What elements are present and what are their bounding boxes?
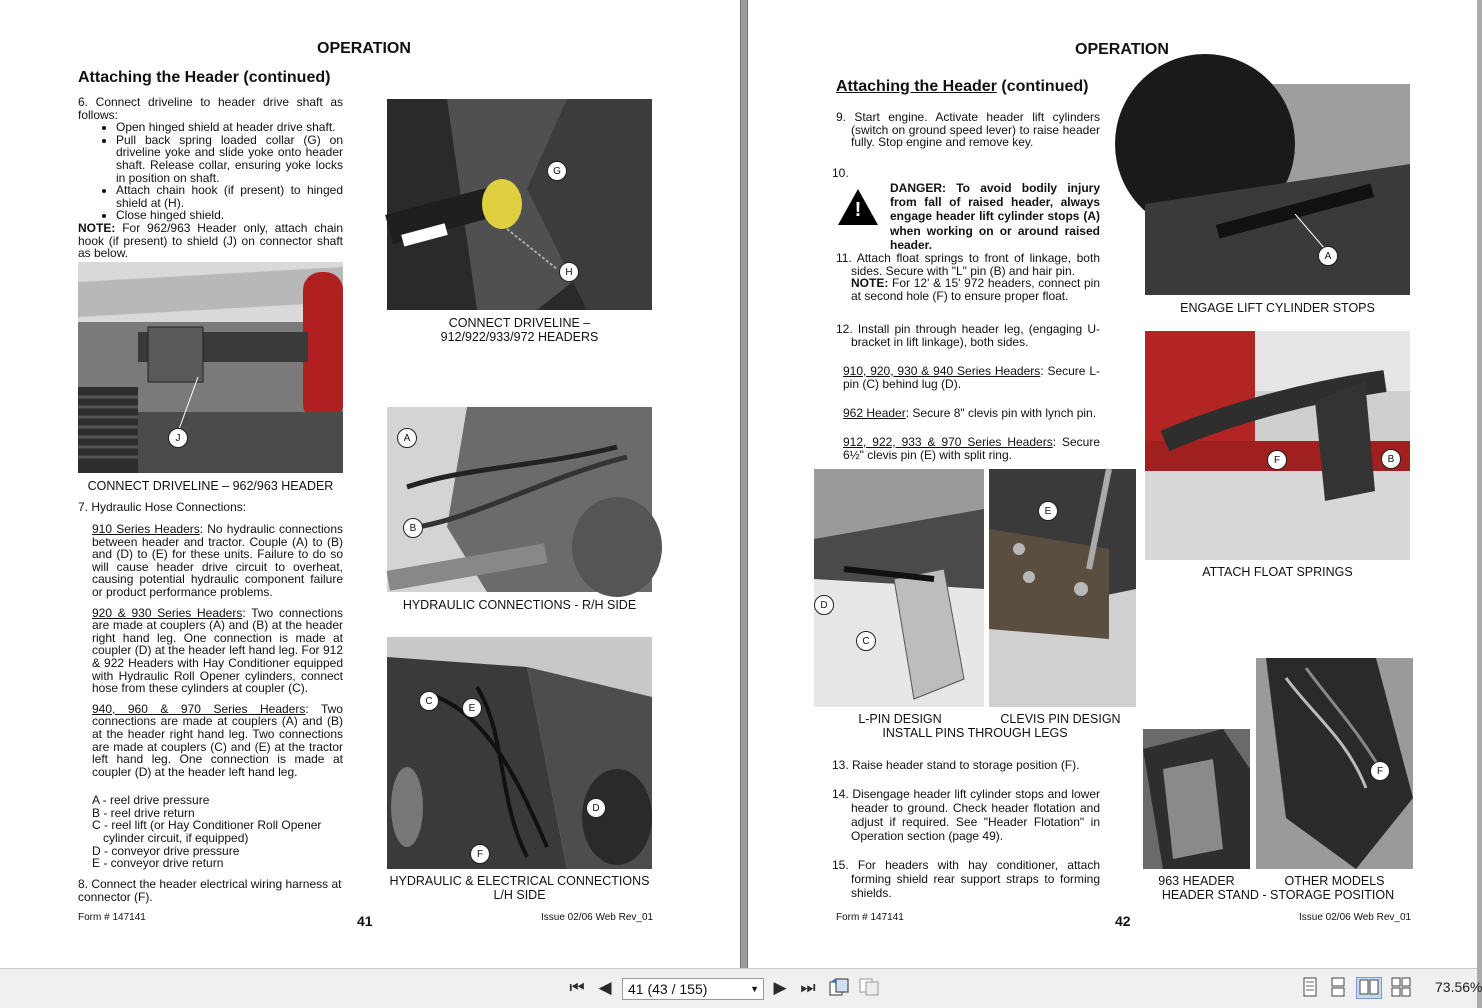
caption-connect-driveline-912: CONNECT DRIVELINE – 912/922/933/972 HEADERS <box>440 316 599 344</box>
page-number-select[interactable]: 41 (43 / 155) ▼ <box>622 978 764 1000</box>
step-6 <box>78 96 343 260</box>
photo-engage-stops <box>1145 84 1410 295</box>
single-page-icon[interactable] <box>1301 977 1319 999</box>
caption-clevis: CLEVIS PIN DESIGN <box>1000 712 1121 726</box>
prev-page-icon[interactable]: ◀ <box>598 978 612 997</box>
facing-icon[interactable] <box>1356 977 1382 999</box>
section-title: Attaching the Header (continued) <box>836 78 1089 95</box>
page-separator <box>740 0 748 968</box>
footer-form: Form # 147141 <box>836 912 904 923</box>
callout-e: E <box>462 698 482 718</box>
warning-icon: ! <box>836 187 880 227</box>
callout-e: E <box>1038 501 1058 521</box>
callout-a: A <box>397 428 417 448</box>
caption-connect-driveline-962: CONNECT DRIVELINE – 962/963 HEADER <box>87 479 334 493</box>
legend-item: C - reel lift (or Hay Conditioner Roll Opener cylinder circuit, if equipped) <box>92 818 322 846</box>
callout-d: D <box>814 595 834 615</box>
caption-963: 963 HEADER <box>1158 874 1235 888</box>
footer-issue: Issue 02/06 Web Rev_01 <box>1299 912 1412 923</box>
step-11: 11. Attach float springs to front of linkage, both sides. Secure with "L" pin (B) and hair pin. NOTE: For 12' & 15' 972 headers, connect pin at second hole (F) to ensure proper float. <box>836 251 1100 303</box>
callout-g: G <box>547 161 567 181</box>
photo-963-header <box>1143 729 1250 869</box>
step-6-bullet: • Open hinged shield at header drive shaft. <box>116 121 343 134</box>
continuous-facing-icon[interactable] <box>1390 977 1412 999</box>
callout-c: C <box>419 691 439 711</box>
callout-c: C <box>856 631 876 651</box>
step-6-bullet: • Close hinged shield. <box>116 209 343 222</box>
step-13: 13. Raise header stand to storage position (F). <box>832 758 1080 772</box>
caption-hydraulic-rh: HYDRAULIC CONNECTIONS - R/H SIDE <box>402 598 637 612</box>
step-6-note: NOTE: For 962/963 Header only, attach chain hook (if present) to shield (J) on connector shaft as below. <box>78 220 343 261</box>
callout-h: H <box>559 262 579 282</box>
callout-f: F <box>1267 450 1287 470</box>
callout-f: F <box>470 844 490 864</box>
photo-other-models <box>1256 658 1413 869</box>
step-12-c: 912, 922, 933 & 970 Series Headers: Secure 6½" clevis pin (E) with split ring. <box>843 435 1100 462</box>
page-header: OPERATION <box>1075 41 1169 58</box>
photo-connect-driveline-962 <box>78 262 343 473</box>
step-8: 8. Connect the header electrical wiring harness at connector (F). <box>78 877 342 904</box>
page-42 <box>748 0 1477 968</box>
step-10: 10. <box>832 166 849 180</box>
navigation-toolbar <box>0 968 1482 1008</box>
step-9: 9. Start engine. Activate header lift cylinders (switch on ground speed lever) to raise header fully. Stop engine and remove key. <box>836 110 1100 150</box>
caption-other-models: OTHER MODELS <box>1284 874 1385 888</box>
photo-hydraulic-lh <box>387 637 652 869</box>
callout-b: B <box>1381 449 1401 469</box>
callout-b: B <box>403 518 423 538</box>
caption-hydraulic-lh: HYDRAULIC & ELECTRICAL CONNECTIONS L/H SIDE <box>389 874 650 902</box>
callout-a: A <box>1318 246 1338 266</box>
first-page-icon[interactable]: ⏮ <box>569 978 585 997</box>
hyd-940-960-970: 940, 960 & 970 Series Headers: Two connections are made at couplers (A) and (B) at the header right hand leg. Two connections are made at couplers (C) and (E) at the tractor left hand leg. One connection is made at coupler (D) at the header left hand leg. <box>92 701 343 779</box>
footer-issue: Issue 02/06 Web Rev_01 <box>541 912 654 923</box>
step-12: 12. Install pin through header leg, (engaging U-bracket in lift linkage), both sides. <box>836 322 1100 349</box>
photo-float-springs <box>1145 331 1410 560</box>
step-12-a: 910, 920, 930 & 940 Series Headers: Secure L-pin (C) behind lug (D). <box>843 364 1100 391</box>
section-title: Attaching the Header (continued) <box>78 69 331 86</box>
callout-j: J <box>168 428 188 448</box>
photo-hydraulic-rh <box>387 407 652 592</box>
last-page-icon[interactable]: ⏭ <box>800 978 816 997</box>
caption-engage: ENGAGE LIFT CYLINDER STOPS <box>1180 301 1375 315</box>
photo-connect-driveline-912 <box>387 99 652 310</box>
legend-item: A - reel drive pressure <box>92 793 210 808</box>
callout-f2: F <box>1370 761 1390 781</box>
hose-legend <box>92 794 343 870</box>
zoom-level[interactable]: 73.56% <box>1435 979 1482 995</box>
prev-view-icon[interactable] <box>828 977 850 999</box>
step-6-bullets <box>78 121 343 222</box>
chevron-down-icon[interactable]: ▼ <box>750 984 759 994</box>
hyd-910: 910 Series Headers: No hydraulic connections between header and tractor. Couple (A) to (B) and (D) to (E) for these units. Failure to do so will cause header drive circuit to overheat, causing potential hydraulic component failure or product performance problems. <box>92 522 344 599</box>
footer-form: Form # 147141 <box>78 912 146 923</box>
step-14: 14. Disengage header lift cylinder stops and lower header to ground. Check header flotation and adjust if required. See "Header Flotation" in Operation section (page 49). <box>832 787 1100 843</box>
step-6-intro: 6. Connect driveline to header drive shaft as follows: <box>78 95 343 122</box>
caption-l-pin: L-PIN DESIGN <box>858 712 942 726</box>
page-41 <box>0 0 740 968</box>
page-header: OPERATION <box>317 40 411 57</box>
legend-item: E - conveyor drive return <box>92 856 224 871</box>
danger-text: DANGER: To avoid bodily injury from fall of raised header, always engage header lift cylinder stops (A) when working on or around raised header. <box>890 181 1100 252</box>
page-number: 42 <box>1115 913 1131 929</box>
page-number: 41 <box>357 913 373 929</box>
continuous-icon[interactable] <box>1329 977 1347 999</box>
next-view-icon[interactable] <box>858 977 880 999</box>
caption-install-pins: INSTALL PINS THROUGH LEGS <box>882 726 1068 740</box>
step-12-b: 962 Header: Secure 8" clevis pin with lynch pin. <box>843 406 1097 420</box>
caption-float: ATTACH FLOAT SPRINGS <box>1202 565 1353 579</box>
photo-clevis-pin <box>989 469 1136 707</box>
callout-d: D <box>586 798 606 818</box>
step-7-intro: 7. Hydraulic Hose Connections: <box>78 500 247 514</box>
photo-l-pin <box>814 469 984 707</box>
step-6-bullet: • Attach chain hook (if present) to hinged shield at (H). <box>116 184 343 209</box>
legend-item: B - reel drive return <box>92 805 195 820</box>
step-7-body <box>92 523 343 870</box>
hyd-920-930: 920 & 930 Series Headers: Two connections are made at couplers (A) and (B) at the header right hand leg. One connection is made at coupler (D) at the header left hand leg. For 912 & 922 Headers with Hay Conditioner equipped with Hydraulic Roll Opener cylinders, connect hose from these cylinders at coupler (C). <box>92 605 343 696</box>
legend-item: D - conveyor drive pressure <box>92 843 240 858</box>
caption-header-stand: HEADER STAND - STORAGE POSITION <box>1161 888 1395 902</box>
next-page-icon[interactable]: ▶ <box>773 978 787 997</box>
step-15: 15. For headers with hay conditioner, attach forming shield rear support straps to forming shields. <box>832 858 1100 900</box>
step-6-bullet: • Pull back spring loaded collar (G) on driveline yoke and slide yoke onto header shaft. Release collar, ensuring yoke locks in position on shaft. <box>116 134 343 184</box>
